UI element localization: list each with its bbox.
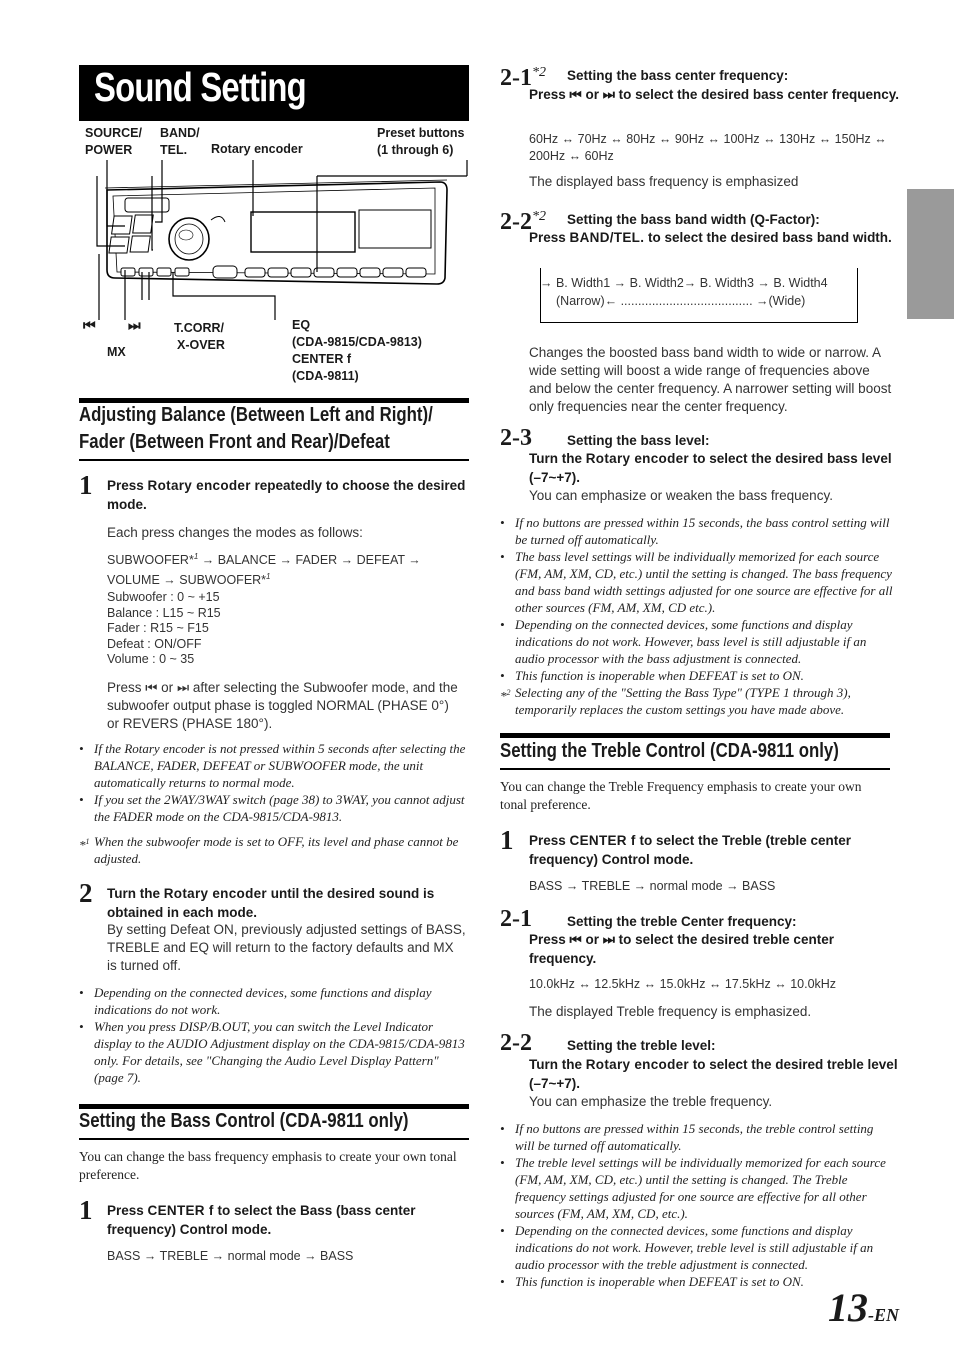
- step-number: 2-1$^{*2}$: [500, 65, 546, 91]
- bass-intro: You can change the bass frequency emphasis to create your own tonal preference.: [79, 1149, 457, 1182]
- treble-heading: Setting the Treble Control (CDA-9811 only): [500, 740, 839, 762]
- mode-sequence: SUBWOOFER*$^1$ → BALANCE → FADER → DEFEAT → VOLUME → SUBWOOFER*$^1$: [107, 552, 421, 587]
- step-number: 2-1: [500, 906, 532, 932]
- band-tel-label: BAND/ TEL.: [160, 126, 200, 157]
- bass-s23-instruction: Turn the Rotary encoder to select the desired bass level (–7~+7).: [529, 451, 892, 485]
- treble-notes: • If no buttons are pressed within 15 seconds, the treble control setting will be turned off automatically. • The treble level settings will be individually memorized for each source (FM, AM, XM, CD, etc.) until the setting is changed. The Treble frequency settings adjusted for one source are effective for all other sources (FM, AM, XM, CD, etc.). • Depending on the connected devices, some functions and display indications do not work. However, treble level is still adjustable if an audio processor with the treble adjustment is connected. • This function is inoperable when DEFEAT is set to ON.: [500, 1121, 886, 1289]
- bass-s21-title: Setting the bass center frequency:: [567, 68, 789, 83]
- bass-step1: Press CENTER f to select the Bass (bass center frequency) Control mode.: [107, 1203, 416, 1237]
- each-press-text: Each press changes the modes as follows:: [107, 525, 363, 540]
- bass-s22-title: Setting the bass band width (Q-Factor):: [567, 212, 820, 227]
- balance-step1: Press Rotary encoder repeatedly to choose the desired mode.: [107, 478, 466, 512]
- next-icon: ⏭: [128, 317, 141, 333]
- bass-s22-instruction: Press BAND/TEL. to select the desired bass band width.: [529, 230, 892, 245]
- treble-s21-instruction: Press ⏮ or ⏭ to select the desired treble center frequency.: [529, 932, 834, 966]
- bass-s21-instruction: Press ⏮ or ⏭ to select the desired bass center frequency.: [529, 87, 899, 102]
- treble-frequency-sequence: 10.0kHz ↔ 12.5kHz ↔ 15.0kHz ↔ 17.5kHz ↔ 10.0kHz: [529, 977, 837, 991]
- eq-label: EQ (CDA-9815/CDA-9813) CENTER f (CDA-9811): [292, 318, 422, 383]
- tcorr-label: T.CORR/ X-OVER: [174, 321, 225, 352]
- balance-notes-2: • Depending on the connected devices, some functions and display indications do not work. • When you press DISP/B.OUT, you can switch the Level Indicator display to the AUDIO Adjustment display on the CDA-9815/CDA-9813 only. For details, see "Changing the Audio Level Display Pattern" (page 7).: [79, 985, 465, 1085]
- bass-s23-text: You can emphasize or weaken the bass frequency.: [529, 488, 833, 503]
- range-list: Subwoofer : 0 ~ +15 Balance : L15 ~ R15 Fader : R15 ~ F15 Defeat : ON/OFF Volume : 0 ~ 35: [107, 590, 221, 667]
- mx-label: MX: [107, 345, 126, 359]
- treble-s22-instruction: Turn the Rotary encoder to select the desired treble level (–7~+7).: [529, 1057, 898, 1091]
- bass-s22-text: Changes the boosted bass band width to wide or narrow. A wide setting will boost a wide range of frequencies above and below the center frequency. A narrower setting will boost only frequencies near the center frequency.: [529, 345, 892, 414]
- prev-icon: ⏮: [83, 317, 96, 333]
- step-number: 2-2$^{*2}$: [500, 209, 546, 235]
- balance-step2: Turn the Rotary encoder until the desired sound is obtained in each mode.: [107, 886, 435, 920]
- bass-mode-sequence: BASS → TREBLE → normal mode → BASS: [107, 1249, 354, 1263]
- treble-step1: Press CENTER f to select the Treble (treble center frequency) Control mode.: [529, 833, 852, 867]
- next-icon: ⏭: [602, 932, 615, 947]
- step-number: 2-3: [500, 425, 532, 451]
- page-title: Sound Setting: [94, 64, 306, 110]
- step-number: 2: [79, 878, 93, 908]
- treble-s21-text: The displayed Treble frequency is emphasized.: [529, 1004, 812, 1019]
- balance-heading: Adjusting Balance (Between Left and Right)/ Fader (Between Front and Rear)/Defeat: [79, 404, 433, 453]
- step-number: 1: [500, 825, 514, 855]
- next-icon: ⏭: [602, 87, 615, 102]
- treble-s21-title: Setting the treble Center frequency:: [567, 914, 797, 929]
- treble-s22-text: You can emphasize the treble frequency.: [529, 1094, 773, 1109]
- bandwidth-sequence: → B. Width1 → B. Width2→ B. Width3 → B. Width4 (Narrow)← ...................................... →(Wide): [540, 276, 828, 308]
- treble-s22-title: Setting the treble level:: [567, 1038, 716, 1053]
- page-number: 13-EN: [828, 1285, 899, 1330]
- section-rule: [79, 459, 469, 461]
- prev-icon: ⏮: [569, 87, 582, 102]
- bass-s23-title: Setting the bass level:: [567, 433, 710, 448]
- bass-frequency-sequence: 60Hz ↔ 70Hz ↔ 80Hz ↔ 90Hz ↔ 100Hz ↔ 130Hz ↔ 150Hz ↔ 200Hz ↔ 60Hz: [529, 132, 887, 163]
- rotary-encoder-label: Rotary encoder: [211, 142, 303, 156]
- balance-notes: • If the Rotary encoder is not pressed within 5 seconds after selecting the BALANCE, FADER, DEFEAT or SUBWOOFER mode, the unit automatically returns to normal mode. • If you set the 2WAY/3WAY switch (page 38) to 3WAY, you cannot adjust the FADER mode on the CDA-9815/CDA-9813.: [79, 741, 466, 824]
- defeat-text: By setting Defeat ON, previously adjusted settings of BASS, TREBLE and EQ will return to the factory defaults and MX is turned off.: [107, 922, 466, 973]
- section-rule: [79, 1138, 469, 1140]
- source-power-label: SOURCE/ POWER: [85, 126, 142, 157]
- treble-mode-sequence: BASS → TREBLE → normal mode → BASS: [529, 879, 776, 893]
- step-number: 1: [79, 470, 93, 500]
- balance-footnote: *$^1$ When the subwoofer mode is set to OFF, its level and phase cannot be adjusted.: [79, 834, 459, 866]
- phase-text: Press ⏮ or ⏭ after selecting the Subwoofer mode, and the subwoofer output phase is toggled NORMAL (PHASE 0°) or REVERS (PHASE 180°).: [107, 680, 458, 731]
- bass-notes: • If no buttons are pressed within 15 seconds, the bass control setting will be turned off automatically. • The bass level settings will be individually memorized for each source (FM, AM, XM, CD, etc.) until the setting is changed. The bass frequency and bass band width settings adjusted for one source are effective for all other sources (FM, AM, XM, CD etc.). • Depending on the connected devices, some functions and display indications do not work. However, bass level is still adjustable if an audio processor with the bass adjustment is connected. • This function is inoperable when DEFEAT is set to ON. *$^2$ Selecting any of the "Setting the Bass Type" (TYPE 1 through 3), temporarily replaces the custom settings you have made above.: [500, 515, 893, 717]
- treble-intro: You can change the Treble Frequency emphasis to create your own tonal preference.: [500, 779, 862, 812]
- section-tab: [907, 189, 954, 319]
- section-rule: [500, 768, 890, 770]
- bass-s21-text: The displayed bass frequency is emphasized: [529, 174, 799, 189]
- prev-icon: ⏮: [569, 932, 582, 947]
- next-icon: ⏭: [176, 680, 190, 695]
- prev-icon: ⏮: [145, 680, 158, 695]
- bass-heading: Setting the Bass Control (CDA-9811 only): [79, 1110, 409, 1132]
- preset-buttons-label: Preset buttons (1 through 6): [377, 126, 465, 157]
- step-number: 2-2: [500, 1030, 532, 1056]
- step-number: 1: [79, 1195, 93, 1225]
- head-unit-diagram: [85, 160, 475, 325]
